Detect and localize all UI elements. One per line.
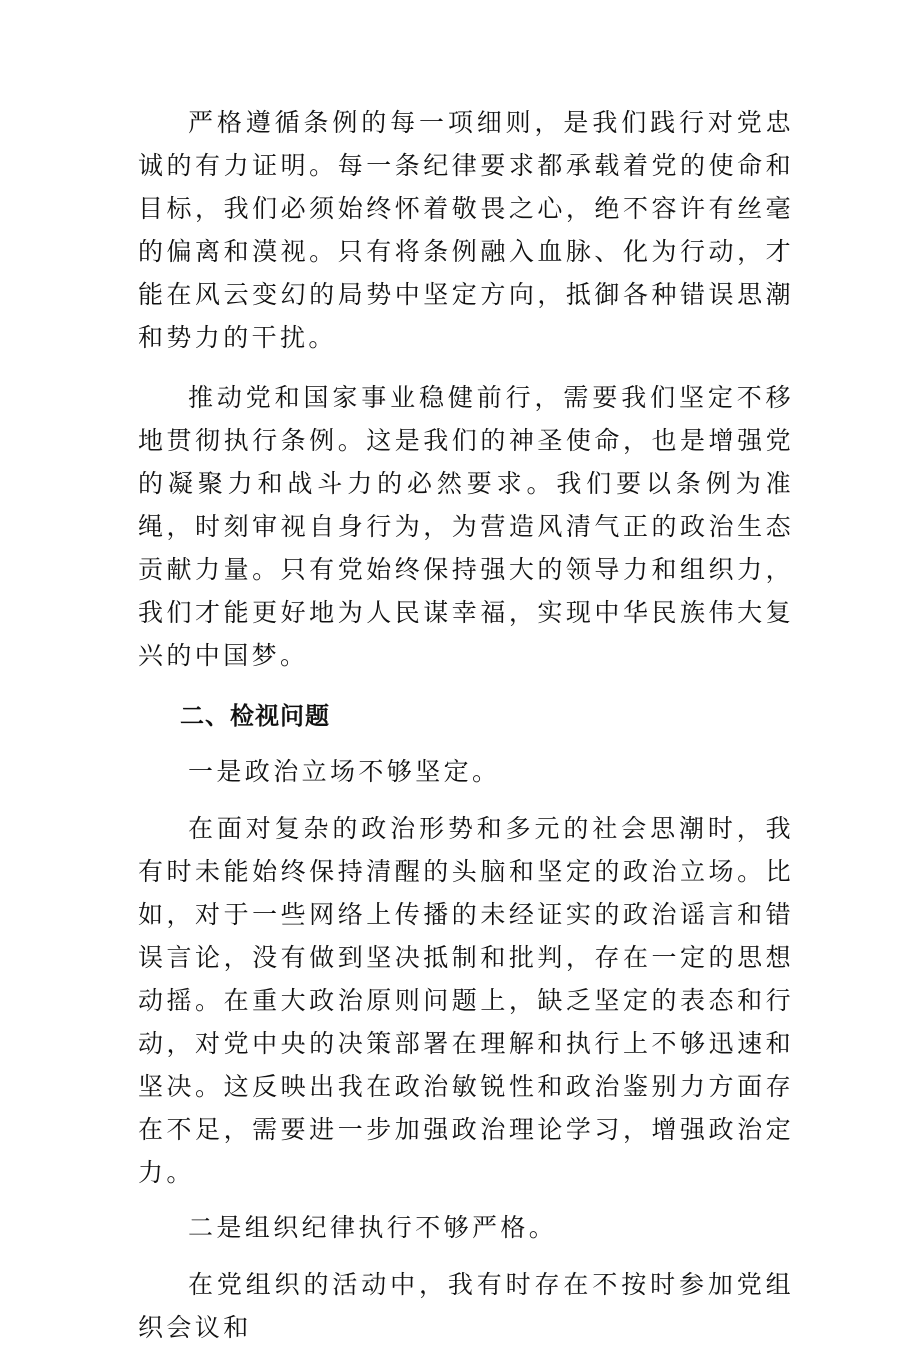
- item-2-title: 二是组织纪律执行不够严格。: [188, 1213, 558, 1242]
- item-2-body: 在党组织的活动中，我有时存在不按时参加党组织会议和: [138, 1270, 794, 1342]
- item-1-title: 一是政治立场不够坚定。: [188, 757, 501, 786]
- paragraph-2: 推动党和国家事业稳健前行，需要我们坚定不移地贯彻执行条例。这是我们的神圣使命，也是增强党的凝聚力和战斗力的必然要求。我们要以条例为准绳，时刻审视自身行为，为营造风清气正的政治生态贡献力量。只有党始终保持强大的领导力和组织力，我们才能更好地为人民谋幸福，实现中华民族伟大复兴的中国梦。: [138, 383, 794, 670]
- paragraph-1: 严格遵循条例的每一项细则，是我们践行对党忠诚的有力证明。每一条纪律要求都承载着党的使命和目标，我们必须始终怀着敬畏之心，绝不容许有丝毫的偏离和漠视。只有将条例融入血脉、化为行动，才能在风云变幻的局势中坚定方向，抵御各种错误思潮和势力的干扰。: [138, 108, 794, 352]
- document-body: [138, 101, 794, 1349]
- section-heading: 二、检视问题: [180, 702, 330, 730]
- item-1-body: 在面对复杂的政治形势和多元的社会思潮时，我有时未能始终保持清醒的头脑和坚定的政治立场。比如，对于一些网络上传播的未经证实的政治谣言和错误言论，没有做到坚决抵制和批判，存在一定的思想动摇。在重大政治原则问题上，缺乏坚定的表态和行动，对党中央的决策部署在理解和执行上不够迅速和坚决。这反映出我在政治敏锐性和政治鉴别力方面存在不足，需要进一步加强政治理论学习，增强政治定力。: [138, 814, 794, 1187]
